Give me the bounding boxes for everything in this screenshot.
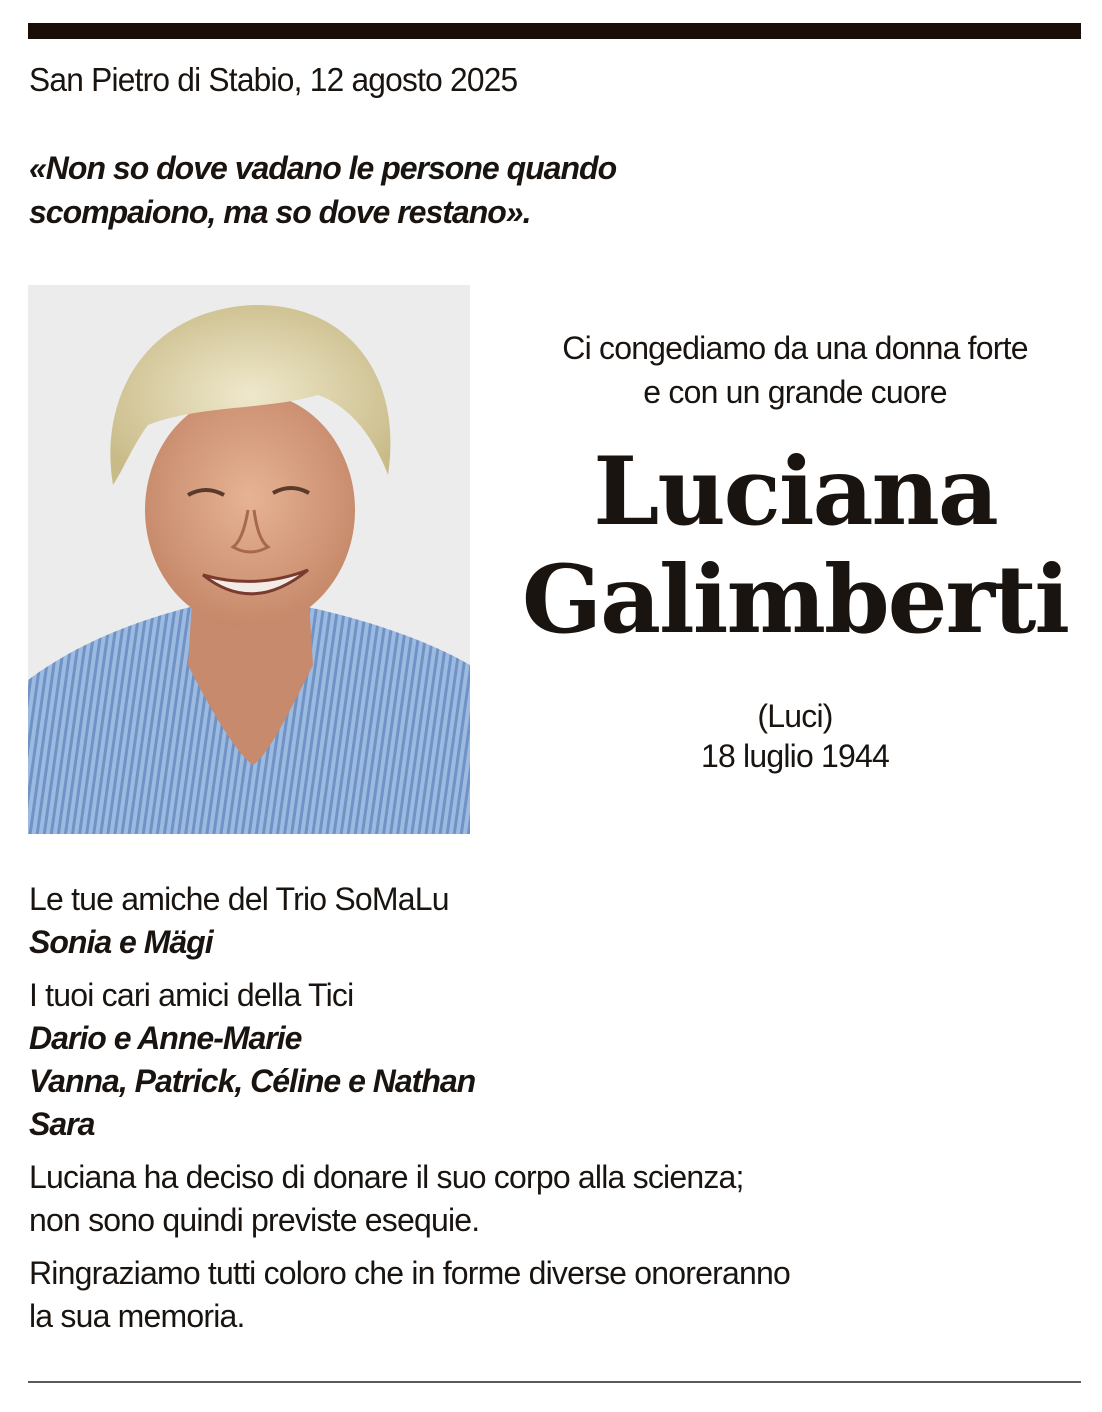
top-rule [28, 23, 1081, 39]
portrait-photo [28, 285, 470, 834]
portrait-illustration [28, 285, 470, 834]
note-paragraph [29, 1156, 1069, 1242]
birth-date: 18 luglio 1944 [700, 738, 890, 774]
nickname: (Luci) [757, 698, 833, 734]
note-line: Ringraziamo tutti coloro che in forme diverse onoreranno [29, 1255, 790, 1291]
signer-names: Sonia e Mägi [29, 924, 213, 960]
intro-line: e con un grande cuore [643, 374, 947, 410]
first-name: Luciana [593, 437, 997, 547]
signer-group [29, 878, 1069, 964]
quote-line: scompaiono, ma so dove restano». [29, 194, 531, 230]
deceased-name [500, 438, 1090, 654]
intro-line: Ci congediamo da una donna forte [562, 330, 1028, 366]
signer-group [29, 974, 1069, 1146]
note-paragraph [29, 1252, 1069, 1338]
signer-group-heading: Le tue amiche del Trio SoMaLu [29, 881, 449, 917]
intro-text [500, 326, 1090, 414]
quote-line: «Non so dove vadano le persone quando [29, 150, 617, 186]
epigraph-quote [29, 146, 616, 234]
signer-names: Vanna, Patrick, Céline e Nathan [29, 1063, 476, 1099]
last-name: Galimberti [521, 545, 1069, 655]
note-line: non sono quindi previste esequie. [29, 1202, 480, 1238]
signer-names: Sara [29, 1106, 95, 1142]
signers-and-notes [29, 878, 1069, 1348]
bottom-rule [28, 1381, 1081, 1383]
note-line: Luciana ha deciso di donare il suo corpo alla scienza; [29, 1159, 744, 1195]
announcement-block [500, 326, 1090, 776]
signer-names: Dario e Anne-Marie [29, 1020, 302, 1056]
place-and-date: San Pietro di Stabio, 12 agosto 2025 [29, 61, 518, 98]
note-line: la sua memoria. [29, 1298, 245, 1334]
signer-group-heading: I tuoi cari amici della Tici [29, 977, 354, 1013]
